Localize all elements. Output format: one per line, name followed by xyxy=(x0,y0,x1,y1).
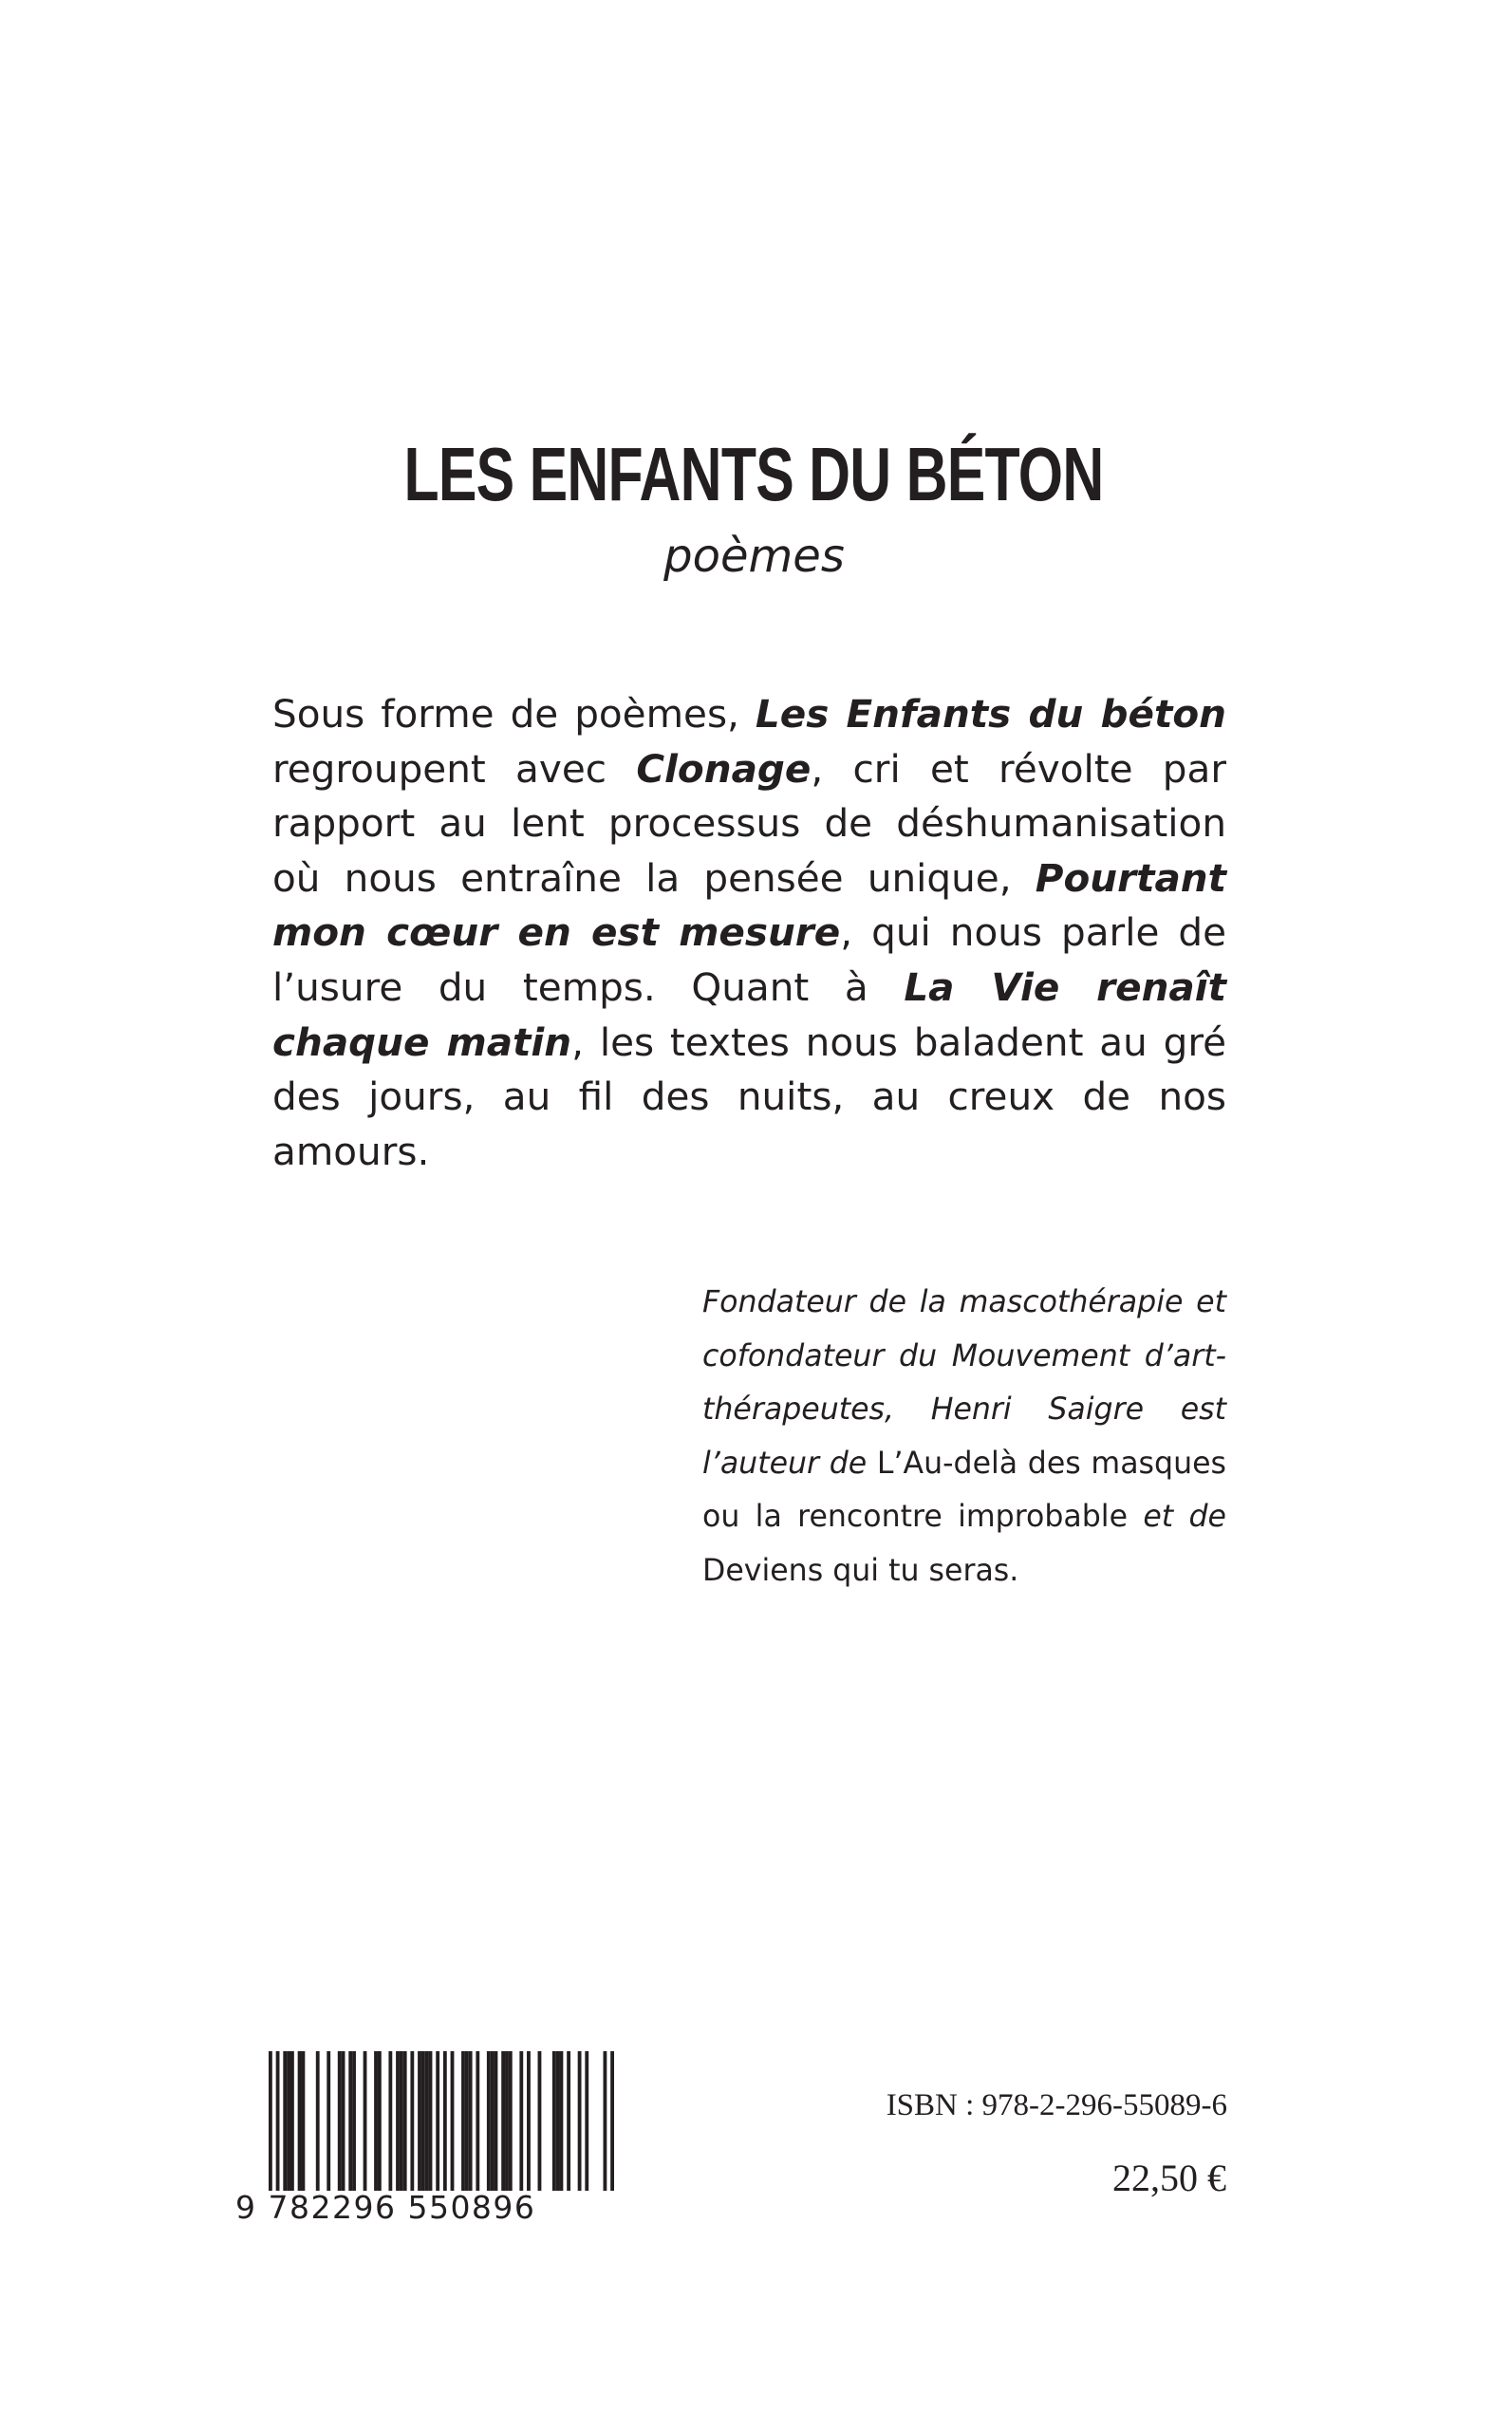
bio-book-1: L’Au-delà des masques ou la rencontre improbable xyxy=(702,1446,1226,1534)
summary-paragraph xyxy=(272,687,1226,1179)
barcode-bar xyxy=(560,2051,564,2191)
barcode-bar xyxy=(338,2051,342,2191)
book-title: LES ENFANTS DU BÉTON xyxy=(403,432,1104,516)
summary-title-clonage: Clonage xyxy=(636,745,812,792)
summary-text-1: Sous forme de poèmes, xyxy=(272,691,756,737)
summary-text-4: , qui nous parle de l’usure du temps. Quant à xyxy=(272,909,1227,1010)
barcode-bar xyxy=(436,2051,439,2191)
barcode-bar xyxy=(538,2051,542,2191)
barcode-bar xyxy=(451,2051,455,2191)
barcode-bar xyxy=(290,2051,294,2191)
bio-text-1: Fondateur de la mascothérapie et cofondateur du Mouvement d’art-thérapeutes, Henri Saigre est l’auteur de xyxy=(702,1285,1226,1481)
price: 22,50 € xyxy=(1112,2157,1226,2199)
barcode-bar xyxy=(465,2051,469,2191)
barcode-bar xyxy=(501,2051,505,2191)
barcode-bar xyxy=(421,2051,425,2191)
barcode xyxy=(269,2051,614,2191)
bio-text-2: et de xyxy=(1128,1500,1226,1534)
barcode-bar xyxy=(410,2051,414,2191)
isbn: ISBN : 978-2-296-55089-6 xyxy=(886,2088,1227,2122)
barcode-bar xyxy=(287,2051,290,2191)
barcode-bar xyxy=(556,2051,560,2191)
summary-text-5: , les textes nous baladent au gré des jours, au fil des nuits, au creux de nos amours. xyxy=(272,1018,1226,1174)
barcode-bar xyxy=(491,2051,495,2191)
barcode-bar xyxy=(509,2051,513,2191)
barcode-bar xyxy=(469,2051,473,2191)
barcode-bar xyxy=(578,2051,582,2191)
barcode-bar xyxy=(487,2051,491,2191)
barcode-bar xyxy=(378,2051,382,2191)
barcode-bar xyxy=(403,2051,407,2191)
bio-book-2: Deviens qui tu seras. xyxy=(702,1553,1019,1588)
barcode-bar xyxy=(283,2051,287,2191)
barcode-bar xyxy=(269,2051,272,2191)
barcode-bar xyxy=(301,2051,305,2191)
barcode-bar xyxy=(585,2051,588,2191)
barcode-bar xyxy=(316,2051,320,2191)
barcode-bar xyxy=(476,2051,479,2191)
barcode-bar xyxy=(374,2051,378,2191)
barcode-bar xyxy=(495,2051,498,2191)
summary-title-la-vie: La Vie renaît chaque matin xyxy=(272,963,1226,1065)
barcode-bar xyxy=(388,2051,392,2191)
barcode-bar xyxy=(443,2051,447,2191)
summary-title-enfants: Les Enfants du béton xyxy=(755,691,1226,737)
barcode-bar xyxy=(610,2051,614,2191)
author-bio xyxy=(702,1276,1226,1597)
summary-title-pourtant: Pourtant mon cœur en est mesure xyxy=(272,854,1226,956)
barcode-bar xyxy=(505,2051,509,2191)
barcode-bar xyxy=(552,2051,556,2191)
barcode-bar xyxy=(327,2051,330,2191)
barcode-bar xyxy=(527,2051,531,2191)
barcode-bar xyxy=(298,2051,302,2191)
barcode-bar xyxy=(396,2051,400,2191)
barcode-bar xyxy=(604,2051,607,2191)
book-subtitle: poèmes xyxy=(663,530,845,583)
summary-text-2: regroupent avec xyxy=(272,745,637,792)
barcode-bar xyxy=(342,2051,345,2191)
summary-text-3: , cri et révolte par rapport au lent processus de déshumanisation où nous entraîne la pensée unique, xyxy=(272,745,1226,901)
barcode-digits: 9 782296 550896 xyxy=(235,2189,536,2226)
barcode-bar xyxy=(276,2051,280,2191)
barcode-bar xyxy=(461,2051,465,2191)
barcode-bar xyxy=(567,2051,570,2191)
barcode-bar xyxy=(519,2051,523,2191)
barcode-bar xyxy=(364,2051,367,2191)
barcode-bar xyxy=(352,2051,356,2191)
barcode-bar xyxy=(418,2051,421,2191)
barcode-bar xyxy=(425,2051,429,2191)
barcode-bar xyxy=(348,2051,352,2191)
barcode-bar xyxy=(400,2051,403,2191)
barcode-bar xyxy=(429,2051,433,2191)
